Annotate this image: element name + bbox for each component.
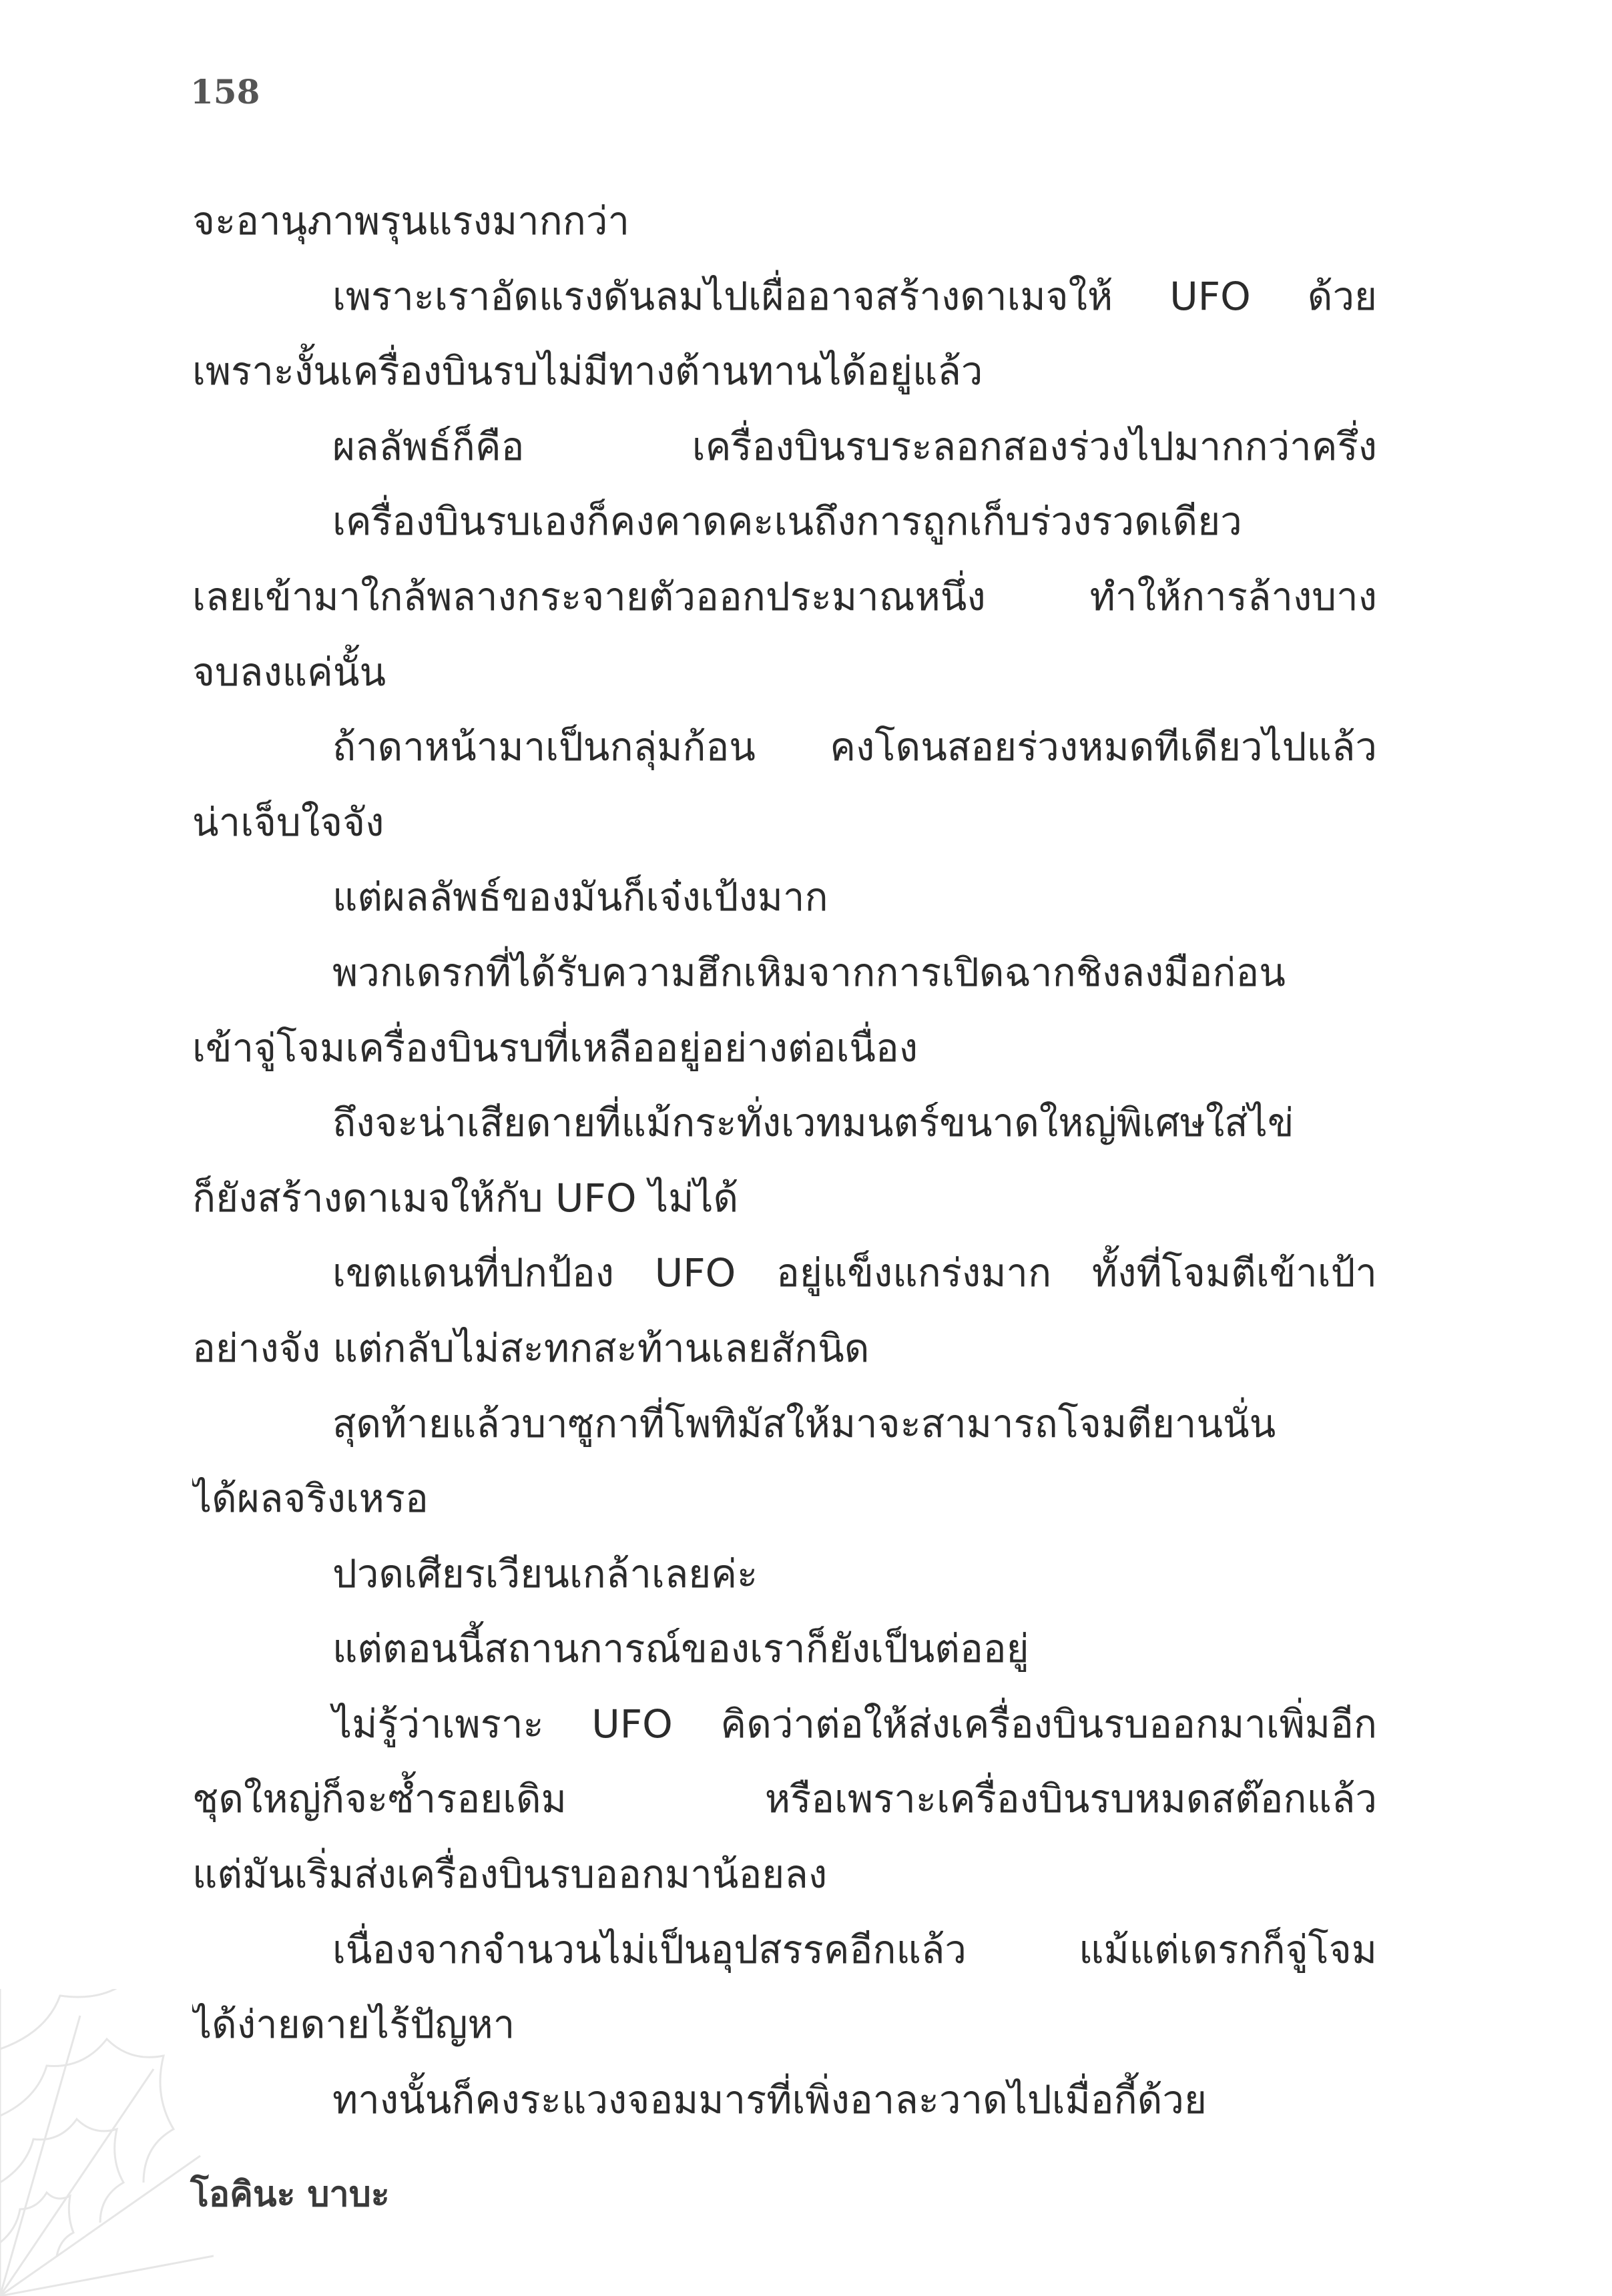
text-line: ถึงจะน่าเสียดายที่แม้กระทั่งเวทมนตร์ขนาดใหญ่พิเศษใส่ไข่ [332, 1100, 1294, 1146]
text-line: แต่ผลลัพธ์ของมันก็เจ๋งเป้งมาก [332, 874, 828, 920]
text-line: เพราะงั้นเครื่องบินรบไม่มีทางต้านทานได้อยู่แล้ว [192, 348, 983, 394]
text-line: ทางนั้นก็คงระแวงจอมมารที่เพิ่งอาละวาดไปเมื่อกี้ด้วย [332, 2076, 1207, 2122]
page-number: 158 [190, 72, 260, 111]
text-line: ก็ยังสร้างดาเมจให้กับ UFO ไม่ได้ [192, 1175, 739, 1221]
text-line: ไม่รู้ว่าเพราะ UFO คิดว่าต่อให้ส่งเครื่องบินรบออกมาเพิ่มอีก [332, 1701, 1377, 1747]
text-line: เครื่องบินรบเองก็คงคาดคะเนถึงการถูกเก็บร่วงรวดเดียว [332, 499, 1242, 545]
text-line: เข้าจู่โจมเครื่องบินรบที่เหลืออยู่อย่างต่อเนื่อง [192, 1025, 918, 1071]
text-line: น่าเจ็บใจจัง [192, 799, 384, 845]
text-line: เขตแดนที่ปกป้อง UFO อยู่แข็งแกร่งมาก ทั้งที่โจมตีเข้าเป้า [332, 1250, 1377, 1296]
text-line: ผลลัพธ์ก็คือ เครื่องบินรบระลอกสองร่วงไปมากกว่าครึ่ง [332, 423, 1377, 469]
spider-web-icon [0, 1989, 214, 2296]
author-name: โอคินะ บาบะ [190, 2175, 390, 2215]
text-line: จบลงแค่นั้น [192, 649, 386, 695]
text-line: ได้ผลจริงเหรอ [192, 1476, 429, 1522]
text-line: อย่างจัง แต่กลับไม่สะทกสะท้านเลยสักนิด [192, 1325, 870, 1371]
text-line: ชุดใหญ่ก็จะซ้ำรอยเดิม หรือเพราะเครื่องบินรบหมดสต๊อกแล้ว [192, 1776, 1377, 1822]
text-line: แต่มันเริ่มส่งเครื่องบินรบออกมาน้อยลง [192, 1851, 828, 1898]
text-line: จะอานุภาพรุนแรงมากกว่า [192, 198, 630, 244]
text-line: พวกเดรกที่ได้รับความฮึกเหิมจากการเปิดฉากชิงลงมือก่อน [332, 949, 1286, 995]
text-line: เพราะเราอัดแรงดันลมไปเผื่ออาจสร้างดาเมจให้ UFO ด้วย [332, 273, 1377, 319]
text-line: ปวดเศียรเวียนเกล้าเลยค่ะ [332, 1550, 758, 1597]
text-line: ถ้าดาหน้ามาเป็นกลุ่มก้อน คงโดนสอยร่วงหมดทีเดียวไปแล้ว [332, 724, 1377, 770]
body-text [192, 184, 1377, 2137]
text-line: แต่ตอนนี้สถานการณ์ของเราก็ยังเป็นต่ออยู่ [332, 1626, 1029, 1672]
text-line: เลยเข้ามาใกล้พลางกระจายตัวออกประมาณหนึ่ง ทำให้การล้างบาง [192, 573, 1377, 619]
text-line: เนื่องจากจำนวนไม่เป็นอุปสรรคอีกแล้ว แม้แต่เดรกก็จู่โจม [332, 1926, 1377, 1972]
text-line: สุดท้ายแล้วบาซูกาที่โพทิมัสให้มาจะสามารถโจมตียานนั่น [332, 1400, 1276, 1446]
text-line: ได้ง่ายดายไร้ปัญหา [192, 2002, 515, 2048]
